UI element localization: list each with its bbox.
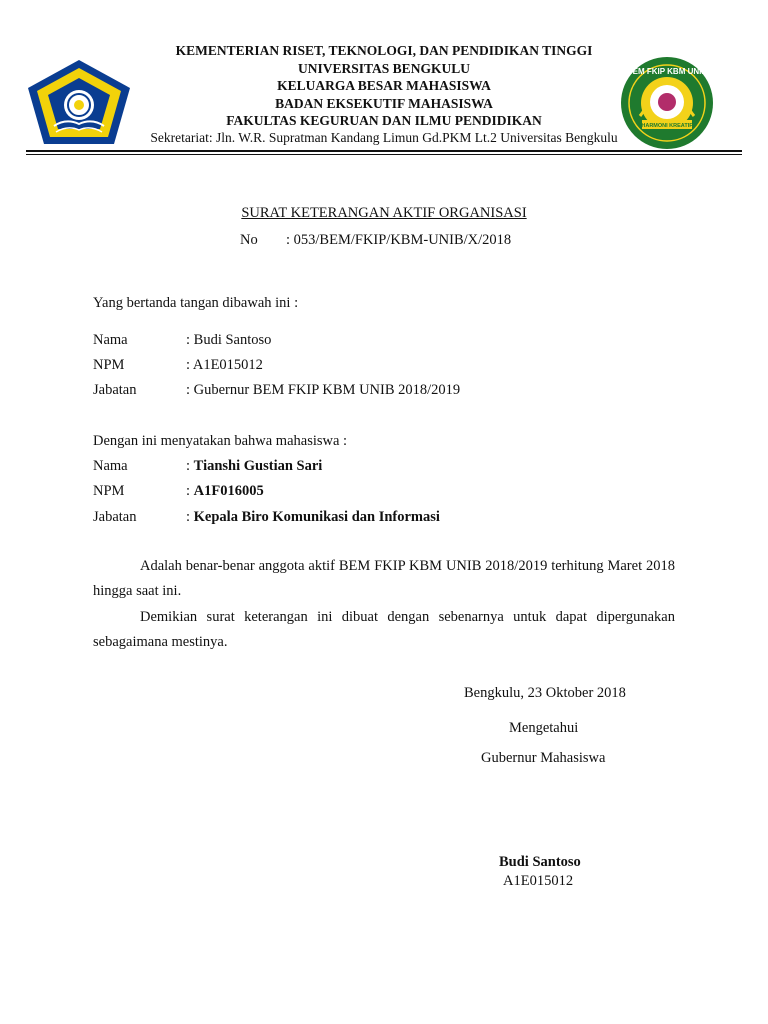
signer-npm-row: [93, 357, 263, 374]
letterhead: [120, 42, 648, 130]
student-name-value: Tianshi Gustian Sari: [193, 458, 323, 474]
student-npm-value: A1F016005: [193, 483, 264, 499]
student-name-key: Nama: [93, 458, 128, 474]
signature-name: Budi Santoso: [499, 854, 581, 870]
closing-paragraph: Demikian surat keterangan ini dibuat dengan sebenarnya untuk dapat dipergunakan sebagaimana mestinya.: [93, 609, 675, 650]
student-position-key: Jabatan: [93, 509, 137, 525]
signer-name-row: [93, 332, 271, 349]
student-name-row: [93, 458, 322, 475]
signer-npm-key: NPM: [93, 357, 125, 373]
signer-name-value: : Budi Santoso: [186, 332, 272, 348]
student-position-row: [93, 509, 440, 526]
bem-logo-bottom-text: HARMONI KREATIF: [641, 123, 693, 129]
student-npm-colon: :: [186, 483, 194, 499]
document-number-label: No: [240, 232, 258, 248]
letterhead-family: KELUARGA BESAR MAHASISWA: [277, 78, 491, 93]
signer-position-row: [93, 382, 460, 399]
place-date: Bengkulu, 23 Oktober 2018: [464, 685, 626, 701]
student-name-colon: :: [186, 458, 194, 474]
document-number-value: : 053/BEM/FKIP/KBM-UNIB/X/2018: [286, 232, 512, 248]
letterhead-faculty: FAKULTAS KEGURUAN DAN ILMU PENDIDIKAN: [226, 113, 542, 128]
document-number: [240, 232, 511, 249]
letterhead-divider-thin: [26, 154, 742, 155]
letterhead-address: Sekretariat: Jln. W.R. Supratman Kandang Limun Gd.PKM Lt.2 Universitas Bengkulu: [150, 130, 618, 145]
signer-npm-value: : A1E015012: [186, 357, 263, 373]
student-position-value: Kepala Biro Komunikasi dan Informasi: [193, 509, 440, 525]
acknowledged-label: Mengetahui: [509, 720, 579, 736]
signer-position-key: Jabatan: [93, 382, 137, 398]
document-title: SURAT KETERANGAN AKTIF ORGANISASI: [241, 205, 527, 221]
membership-paragraph: Adalah benar-benar anggota aktif BEM FKIP KBM UNIB 2018/2019 terhitung Maret 2018 hingga saat ini.: [93, 558, 675, 599]
student-npm-key: NPM: [93, 483, 125, 499]
student-npm-row: [93, 483, 264, 500]
letterhead-university: UNIVERSITAS BENGKULU: [298, 60, 470, 76]
bem-logo-top-text: BEM FKIP KBM UNIB: [626, 67, 708, 76]
student-position-colon: :: [186, 509, 194, 525]
intro-text: Yang bertanda tangan dibawah ini :: [93, 295, 299, 311]
letterhead-ministry: KEMENTERIAN RISET, TEKNOLOGI, DAN PENDIDIKAN TINGGI: [175, 43, 593, 58]
statement-text: Dengan ini menyatakan bahwa mahasiswa :: [93, 433, 348, 449]
letterhead-board: BADAN EKSEKUTIF MAHASISWA: [275, 95, 493, 111]
signer-position-value: : Gubernur BEM FKIP KBM UNIB 2018/2019: [186, 382, 461, 398]
signer-title: Gubernur Mahasiswa: [481, 750, 606, 766]
signature-npm: A1E015012: [503, 873, 574, 889]
letterhead-divider: [26, 150, 742, 152]
signer-name-key: Nama: [93, 332, 128, 348]
